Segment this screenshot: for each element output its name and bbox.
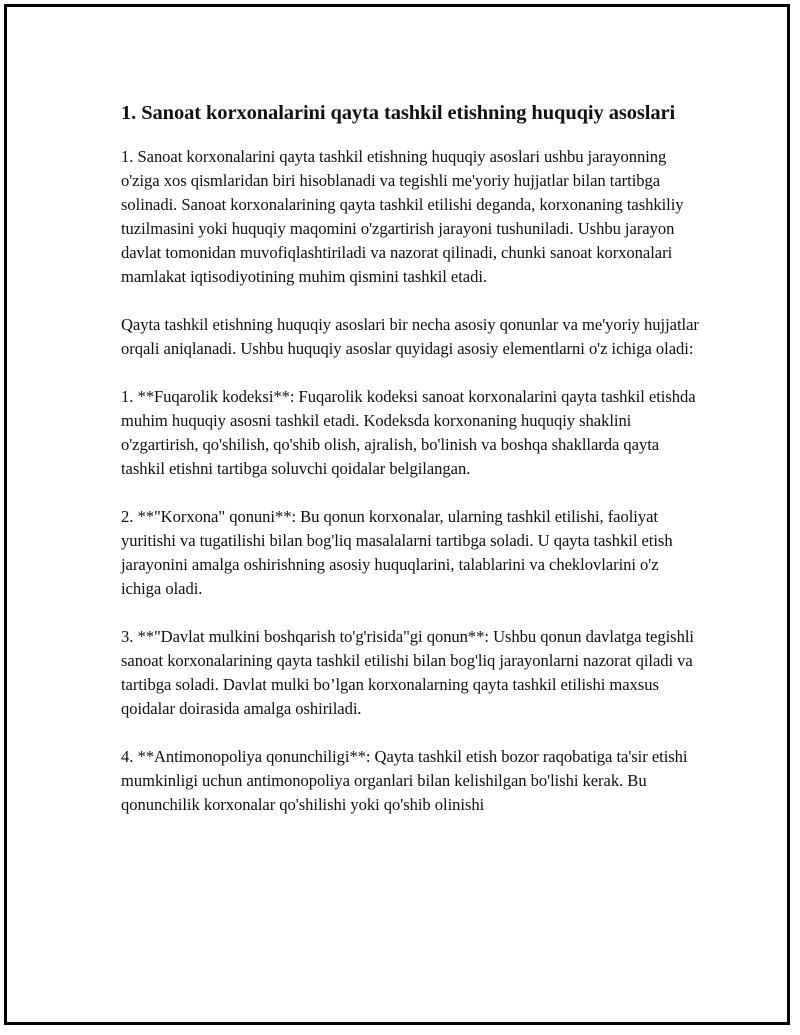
list-item-civil-code: 1. **Fuqarolik kodeksi**: Fuqarolik kodeksi sanoat korxonalarini qayta tashkil etishda muhim huquqiy asosni tashkil etadi. Kodeksda korxonaning huquqiy shaklini o'zgartirish, qo'shilish, qo'shib olish, ajralish, bo'linish va boshqa shakllarda qayta tashkil etishni tartibga soluvchi qoidalar belgilangan. — [121, 387, 696, 478]
list-item-state-property-law: 3. **"Davlat mulkini boshqarish to'g'risida"gi qonun**: Ushbu qonun davlatga tegishli sanoat korxonalarining qayta tashkil etilishi bilan bog'liq jarayonlarni nazorat qiladi va tartibga soladi. Davlat mulki bo’lgan korxonalarning qayta tashkil etilishi maxsus qoidalar doirasida amalga oshiriladi. — [121, 627, 694, 718]
list-item-enterprise-law: 2. **"Korxona" qonuni**: Bu qonun korxonalar, ularning tashkil etilishi, faoliyat yuritishi va tugatilishi bilan bog'liq masalalarni tartibga soladi. U qayta tashkil etish jarayonini amalga oshirishning asosiy huquqlarini, talablarini va cheklovlarini o'z ichiga oladi. — [121, 507, 673, 598]
document-body — [121, 99, 701, 817]
list-item-antimonopoly-law: 4. **Antimonopoliya qonunchiligi**: Qayta tashkil etish bozor raqobatiga ta'sir etishi mumkinligi uchun antimonopoliya organlari bilan kelishilgan bo'lishi kerak. Bu qonunchilik korxonalar qo'shilishi yoki qo'shib olinishi — [121, 747, 688, 814]
document-title: 1. Sanoat korxonalarini qayta tashkil etishning huquqiy asoslari — [121, 102, 676, 124]
document-page — [4, 4, 790, 1025]
paragraph-intro: 1. Sanoat korxonalarini qayta tashkil etishning huquqiy asoslari ushbu jarayonning o'ziga xos qismlaridan biri hisoblanadi va tegishli me'yoriy hujjatlar bilan tartibga solinadi. Sanoat korxonalarining qayta tashkil etilishi deganda, korxonaning tashkiliy tuzilmasini yoki huquqiy maqomini o'zgartirish jarayoni tushuniladi. Ushbu jarayon davlat tomonidan muvofiqlashtiriladi va nazorat qilinadi, chunki sanoat korxonalari mamlakat iqtisodiyotining muhim qismini tashkil etadi. — [121, 147, 684, 286]
paragraph-legal-bases: Qayta tashkil etishning huquqiy asoslari bir necha asosiy qonunlar va me'yoriy hujjatlar orqali aniqlanadi. Ushbu huquqiy asoslar quyidagi asosiy elementlarni o'z ichiga oladi: — [121, 315, 699, 358]
